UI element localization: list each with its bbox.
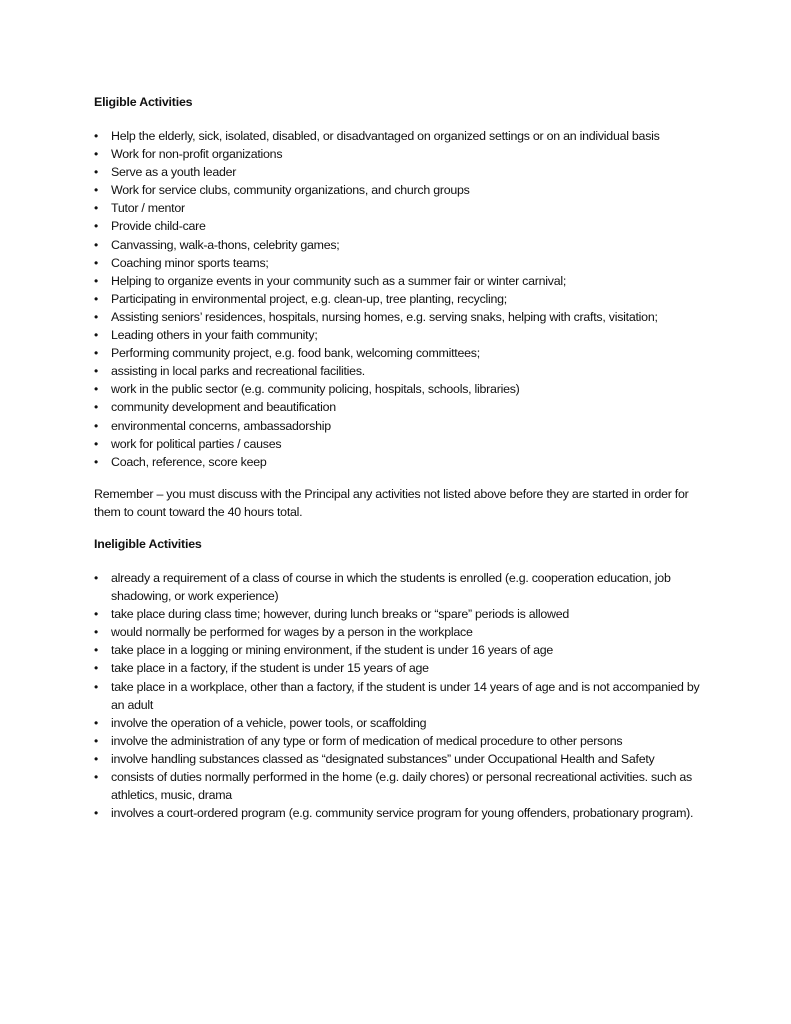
list-item-text: Coach, reference, score keep	[111, 454, 267, 469]
list-item-text: Provide child-care	[111, 219, 206, 234]
bullet-icon: •	[94, 400, 98, 415]
document-page	[94, 93, 714, 822]
list-item	[94, 398, 714, 416]
list-item-text: Work for non-profit organizations	[111, 147, 283, 162]
bullet-icon: •	[94, 436, 98, 451]
list-item-text: involve the administration of any type or form of medication of medical procedure to other persons	[111, 733, 623, 748]
bullet-icon: •	[94, 661, 98, 676]
bullet-icon: •	[94, 715, 98, 730]
bullet-icon: •	[94, 806, 98, 821]
list-item	[94, 199, 714, 217]
list-item	[94, 181, 714, 199]
list-item	[94, 163, 714, 181]
bullet-icon: •	[94, 183, 98, 198]
list-item	[94, 308, 714, 326]
list-item-text: Leading others in your faith community;	[111, 328, 318, 343]
bullet-icon: •	[94, 382, 98, 397]
list-item-text: involve the operation of a vehicle, power tools, or scaffolding	[111, 715, 427, 730]
bullet-icon: •	[94, 273, 98, 288]
list-item	[94, 236, 714, 254]
list-item	[94, 623, 714, 641]
bullet-icon: •	[94, 255, 98, 270]
list-item-text: work in the public sector (e.g. community policing, hospitals, schools, libraries)	[111, 382, 520, 397]
list-item	[94, 678, 714, 714]
bullet-icon: •	[94, 607, 98, 622]
list-item-text: take place in a factory, if the student is under 15 years of age	[111, 661, 429, 676]
list-item-text: would normally be performed for wages by a person in the workplace	[111, 625, 473, 640]
list-item-text: already a requirement of a class of course in which the students is enrolled (e.g. cooperation education, job shadowing, or work experience)	[111, 570, 671, 604]
bullet-icon: •	[94, 570, 98, 585]
list-item	[94, 344, 714, 362]
list-item-text: Participating in environmental project, e.g. clean-up, tree planting, recycling;	[111, 291, 507, 306]
list-item	[94, 732, 714, 750]
bullet-icon: •	[94, 165, 98, 180]
list-item	[94, 659, 714, 677]
bullet-icon: •	[94, 129, 98, 143]
list-item	[94, 804, 714, 822]
bullet-icon: •	[94, 237, 98, 252]
list-item	[94, 272, 714, 290]
bullet-icon: •	[94, 733, 98, 748]
bullet-icon: •	[94, 328, 98, 343]
list-item-text: Work for service clubs, community organizations, and church groups	[111, 183, 470, 198]
list-item	[94, 145, 714, 163]
list-item	[94, 127, 714, 145]
list-item-text: take place in a logging or mining environment, if the student is under 16 years of age	[111, 643, 554, 658]
list-item	[94, 380, 714, 398]
list-item	[94, 569, 714, 605]
list-item-text: consists of duties normally performed in the home (e.g. daily chores) or personal recreational activities. such as athletics, music, drama	[111, 770, 692, 803]
list-item	[94, 605, 714, 623]
bullet-icon: •	[94, 454, 98, 469]
list-item-text: Assisting seniors’ residences, hospitals, nursing homes, e.g. serving snaks, helping with crafts, visitation;	[111, 309, 658, 324]
list-item-text: involves a court-ordered program (e.g. community service program for young offenders, probationary program).	[111, 806, 694, 821]
list-item-text: work for political parties / causes	[111, 436, 282, 451]
list-item-text: take place during class time; however, during lunch breaks or “spare” periods is allowed	[111, 607, 570, 622]
list-item	[94, 417, 714, 435]
bullet-icon: •	[94, 201, 98, 216]
ineligible-activities-list	[94, 569, 714, 822]
bullet-icon: •	[94, 679, 98, 694]
list-item-text: Help the elderly, sick, isolated, disabled, or disadvantaged on organized settings or on an individual basis	[111, 129, 660, 143]
list-item-text: community development and beautification	[111, 400, 336, 415]
bullet-icon: •	[94, 751, 98, 766]
list-item	[94, 714, 714, 732]
list-item-text: take place in a workplace, other than a factory, if the student is under 14 years of age and is not accompanied by an adult	[111, 679, 700, 712]
list-item-text: environmental concerns, ambassadorship	[111, 418, 331, 433]
list-item	[94, 641, 714, 659]
list-item-text: Canvassing, walk-a-thons, celebrity games;	[111, 237, 340, 252]
list-item	[94, 453, 714, 471]
list-item	[94, 254, 714, 272]
list-item-text: involve handling substances classed as “designated substances” under Occupational Health and Safety	[111, 751, 655, 766]
reminder-paragraph: Remember – you must discuss with the Principal any activities not listed above before they are started in order for them to count toward the 40 hours total.	[94, 486, 689, 519]
bullet-icon: •	[94, 346, 98, 361]
bullet-icon: •	[94, 309, 98, 324]
list-item	[94, 362, 714, 380]
list-item	[94, 768, 714, 804]
bullet-icon: •	[94, 364, 98, 379]
list-item	[94, 435, 714, 453]
list-item	[94, 750, 714, 768]
list-item	[94, 326, 714, 344]
bullet-icon: •	[94, 643, 98, 658]
list-item	[94, 217, 714, 235]
list-item-text: Coaching minor sports teams;	[111, 255, 269, 270]
bullet-icon: •	[94, 291, 98, 306]
bullet-icon: •	[94, 625, 98, 640]
list-item-text: assisting in local parks and recreational facilities.	[111, 364, 365, 379]
list-item-text: Performing community project, e.g. food bank, welcoming committees;	[111, 346, 480, 361]
list-item-text: Serve as a youth leader	[111, 165, 237, 180]
bullet-icon: •	[94, 418, 98, 433]
list-item-text: Tutor / mentor	[111, 201, 185, 216]
eligible-activities-heading: Eligible Activities	[94, 95, 193, 109]
list-item	[94, 290, 714, 308]
bullet-icon: •	[94, 219, 98, 234]
bullet-icon: •	[94, 147, 98, 162]
bullet-icon: •	[94, 770, 98, 784]
eligible-activities-list	[94, 127, 714, 471]
ineligible-activities-heading: Ineligible Activities	[94, 536, 202, 551]
list-item-text: Helping to organize events in your community such as a summer fair or winter carnival;	[111, 273, 567, 288]
